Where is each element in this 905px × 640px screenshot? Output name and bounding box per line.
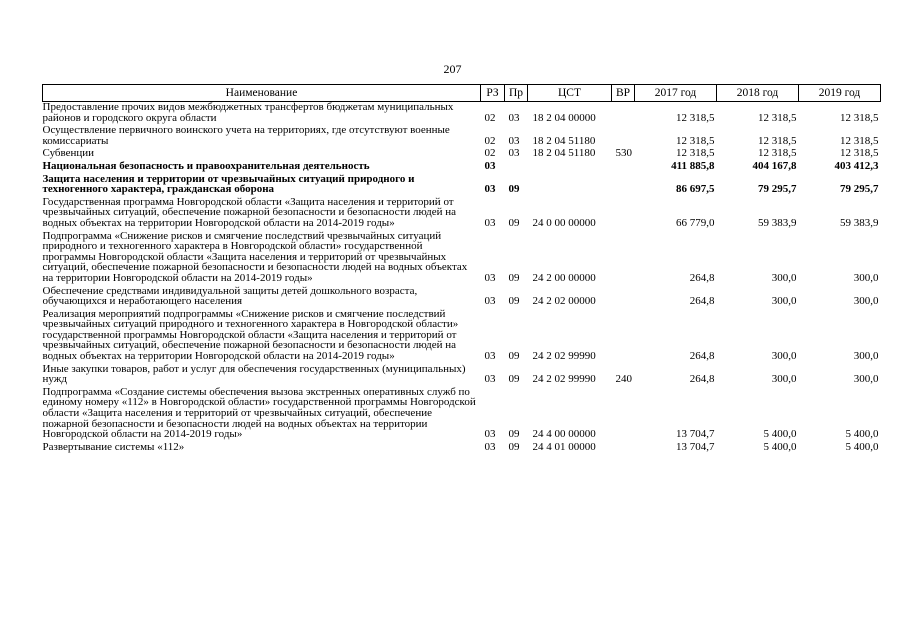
row-name: Осуществление первичного воинского учета на территориях, где отсутствуют военные комиссариаты (42, 124, 450, 147)
row-2019: 300,0 (853, 350, 879, 363)
row-2018: 12 318,5 (758, 111, 797, 124)
row-pr (505, 159, 528, 172)
row-vr (612, 159, 635, 172)
table-row (43, 102, 881, 124)
row-pr: 09 (508, 350, 520, 363)
row-cst: 24 0 00 00000 (532, 216, 596, 229)
row-vr: 240 (615, 373, 632, 386)
row-pr: 03 (508, 147, 520, 160)
row-vr (612, 284, 635, 307)
row-name: Подпрограмма «Создание системы обеспечения вызова экстренных оперативных служб по единому номеру «112» в Новгородской области» государственной программы Новгородской области «Защита населения и территорий от чрезвычайных ситуаций, обеспечение пожарной безопасности и безопасности людей на водных объектах на территории Новгородской области на 2014-2019 годы» (42, 385, 476, 441)
row-2017: 12 318,5 (676, 134, 715, 147)
row-2018: 79 295,7 (758, 183, 797, 196)
row-2017: 264,8 (689, 350, 715, 363)
row-pr: 09 (508, 295, 520, 308)
row-2017: 12 318,5 (676, 147, 715, 160)
row-cst: 24 4 01 00000 (532, 440, 596, 453)
row-cst: 24 2 02 99990 (532, 350, 596, 363)
row-name: Предоставление прочих видов межбюджетных трансфертов бюджетам муниципальных районов и городского округа области (42, 101, 454, 124)
header-2018: 2018 год (717, 85, 799, 102)
row-pr: 09 (508, 428, 520, 441)
table-row (43, 440, 881, 453)
row-2017: 13 704,7 (676, 440, 715, 453)
row-2019: 5 400,0 (845, 440, 879, 453)
row-name: Национальная безопасность и правоохранительная деятельность (42, 159, 370, 172)
row-2018: 5 400,0 (763, 440, 797, 453)
row-cst: 24 4 00 00000 (532, 428, 596, 441)
header-name: Наименование (43, 85, 481, 102)
row-2019: 12 318,5 (840, 147, 879, 160)
row-cst (528, 172, 612, 195)
row-cst (528, 159, 612, 172)
row-pr: 09 (508, 216, 520, 229)
row-cst: 18 2 04 51180 (532, 147, 596, 160)
row-cst: 24 2 00 00000 (532, 271, 596, 284)
header-pr: Пр (505, 85, 528, 102)
row-rz: 02 (484, 134, 496, 147)
table-row (43, 307, 881, 362)
row-rz: 03 (484, 350, 496, 363)
row-vr (612, 172, 635, 195)
row-pr: 09 (508, 271, 520, 284)
table-row (43, 123, 881, 146)
row-rz: 02 (484, 147, 496, 160)
row-2017: 13 704,7 (676, 428, 715, 441)
table-row (43, 229, 881, 284)
row-vr (612, 440, 635, 453)
row-name: Защита населения и территории от чрезвычайных ситуаций природного и техногенного характера, гражданская оборона (42, 172, 415, 196)
row-rz: 03 (484, 183, 496, 196)
row-name: Подпрограмма «Снижение рисков и смягчение последствий чрезвычайных ситуаций природного и техногенного характера в Новгородской области» государственной программы Новгородской области «Защита населения и территорий от чрезвычайных ситуаций, обеспечение пожарной безопасности и безопасности людей на водных объектах на территории Новгородской области на 2014-2019 годы» (42, 229, 468, 284)
row-2018: 12 318,5 (758, 134, 797, 147)
row-2018: 12 318,5 (758, 147, 797, 160)
row-2017: 86 697,5 (676, 183, 715, 196)
row-vr (612, 307, 635, 362)
row-2017: 12 318,5 (676, 111, 715, 124)
table-row (43, 284, 881, 307)
table-row (43, 362, 881, 385)
row-2019: 300,0 (853, 295, 879, 308)
row-vr (612, 385, 635, 440)
row-name: Государственная программа Новгородской области «Защита населения и территорий от чрезвычайных ситуаций, обеспечение пожарной безопасности и безопасности людей на водных объектах на территории Новгородской области на 2014-2019 годы» (42, 195, 457, 229)
row-cst: 24 2 02 00000 (532, 295, 596, 308)
row-2019: 12 318,5 (840, 134, 879, 147)
row-cst: 18 2 04 00000 (532, 111, 596, 124)
table-row (43, 159, 881, 172)
table-body (43, 102, 881, 453)
row-rz: 03 (484, 428, 496, 441)
row-2018: 404 167,8 (752, 159, 797, 172)
row-name: Обеспечение средствами индивидуальной защиты детей дошкольного возраста, обучающихся и неработающего населения (42, 284, 418, 308)
row-rz: 03 (484, 271, 496, 284)
table-row (43, 195, 881, 229)
row-vr: 530 (615, 147, 632, 160)
row-2018: 300,0 (771, 350, 797, 363)
row-vr (612, 229, 635, 284)
row-2018: 5 400,0 (763, 428, 797, 441)
header-2019: 2019 год (799, 85, 881, 102)
row-2017: 411 885,8 (671, 159, 715, 172)
table-header-row (43, 85, 881, 102)
row-2019: 300,0 (853, 373, 879, 386)
row-2018: 59 383,9 (758, 216, 797, 229)
row-rz: 02 (484, 111, 496, 124)
header-2017: 2017 год (635, 85, 717, 102)
row-2017: 66 779,0 (676, 216, 715, 229)
row-2018: 300,0 (771, 295, 797, 308)
row-rz: 03 (484, 159, 496, 172)
row-pr: 09 (508, 373, 520, 386)
row-pr: 09 (508, 440, 520, 453)
row-pr: 03 (508, 134, 520, 147)
row-2018: 300,0 (771, 373, 797, 386)
table-row (43, 385, 881, 440)
row-2019: 59 383,9 (840, 216, 879, 229)
row-vr (612, 195, 635, 229)
table-row (43, 172, 881, 195)
page-number: 207 (443, 62, 462, 76)
row-pr: 03 (508, 111, 520, 124)
row-2017: 264,8 (689, 295, 715, 308)
row-vr (612, 102, 635, 124)
row-2019: 5 400,0 (845, 428, 879, 441)
row-rz: 03 (484, 295, 496, 308)
header-cst: ЦСТ (528, 85, 612, 102)
table-row (43, 146, 881, 159)
row-name: Субвенции (42, 147, 95, 160)
row-cst: 24 2 02 99990 (532, 373, 596, 386)
row-vr (612, 123, 635, 146)
row-rz: 03 (484, 440, 496, 453)
row-2017: 264,8 (689, 271, 715, 284)
row-2018: 300,0 (771, 271, 797, 284)
row-2017: 264,8 (689, 373, 715, 386)
row-cst: 18 2 04 51180 (532, 134, 596, 147)
header-vr: ВР (612, 85, 635, 102)
row-rz: 03 (484, 216, 496, 229)
header-rz: РЗ (481, 85, 505, 102)
row-2019: 12 318,5 (840, 111, 879, 124)
row-pr: 09 (508, 183, 520, 196)
row-name: Развертывание системы «112» (42, 440, 185, 453)
row-2019: 79 295,7 (840, 183, 879, 196)
budget-table (42, 84, 881, 452)
row-rz: 03 (484, 373, 496, 386)
row-2019: 403 412,3 (834, 159, 879, 172)
row-2019: 300,0 (853, 271, 879, 284)
row-name: Иные закупки товаров, работ и услуг для обеспечения государственных (муниципальных) нужд (42, 362, 466, 386)
row-name: Реализация мероприятий подпрограммы «Снижение рисков и смягчение последствий чрезвычайных ситуаций природного и техногенного характера в Новгородской области» государственной программы Новгородской области «Защита населения и территорий от чрезвычайных ситуаций, обеспечение пожарной безопасности и безопасности людей на водных объектах на территории Новгородской области на 2014-2019 годы» (42, 307, 459, 363)
